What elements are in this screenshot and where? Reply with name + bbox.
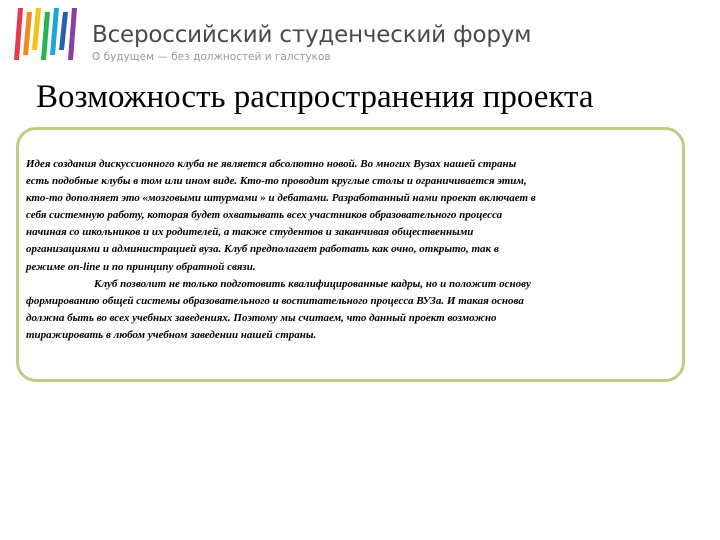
logo-stripe [32, 8, 41, 50]
paragraph-line: себя системную работу, которая будет охватывать всех участников образовательного процесса [26, 209, 503, 222]
paragraph-line: начиная со школьников и их родителей, а также студентов и заканчивая общественными [26, 226, 474, 239]
logo-stripe [14, 8, 23, 60]
logo-stripe [41, 12, 50, 60]
forum-subtitle: О будущем — без должностей и галстуков [92, 51, 331, 63]
forum-title: Всероссийский студенческий форум [92, 22, 532, 48]
logo-stripe [23, 12, 32, 55]
slide-title: Возможность распространения проекта [36, 79, 594, 115]
logo-stripe [50, 8, 59, 55]
logo-stripe [68, 8, 77, 60]
body-text [26, 156, 686, 344]
paragraph-line: режиме on-line и по принципу обратной связи. [26, 260, 256, 273]
paragraph-line: формированию общей системы образовательного и воспитательного процесса ВУЗа. И такая основа [26, 294, 524, 307]
paragraph-line: должна быть во всех учебных заведениях. Поэтому мы считаем, что данный проект возможно [26, 311, 497, 324]
paragraph-line: организациями и администрацией вуза. Клуб предполагает работать как очно, открыто, так в [26, 243, 499, 256]
paragraph-line: Идея создания дискуссионного клуба не является абсолютно новой. Во многих Вузах нашей страны [26, 158, 517, 170]
paragraph-line: есть подобные клубы в том или ином виде. Кто-то проводит круглые столы и ограничивается этим, [26, 175, 527, 188]
paragraph-line: кто-то дополняет это «мозговыми штурмами » и дебатами. Разработанный нами проект включает в [26, 192, 536, 205]
paragraph-line: тиражировать в любом учебном заведении нашей страны. [26, 328, 317, 341]
logo-stripe [59, 12, 68, 50]
paragraph-line: Клуб позволит не только подготовить квалифицированные кадры, но и положит основу [94, 277, 531, 290]
forum-logo-stripes-icon [10, 4, 82, 66]
